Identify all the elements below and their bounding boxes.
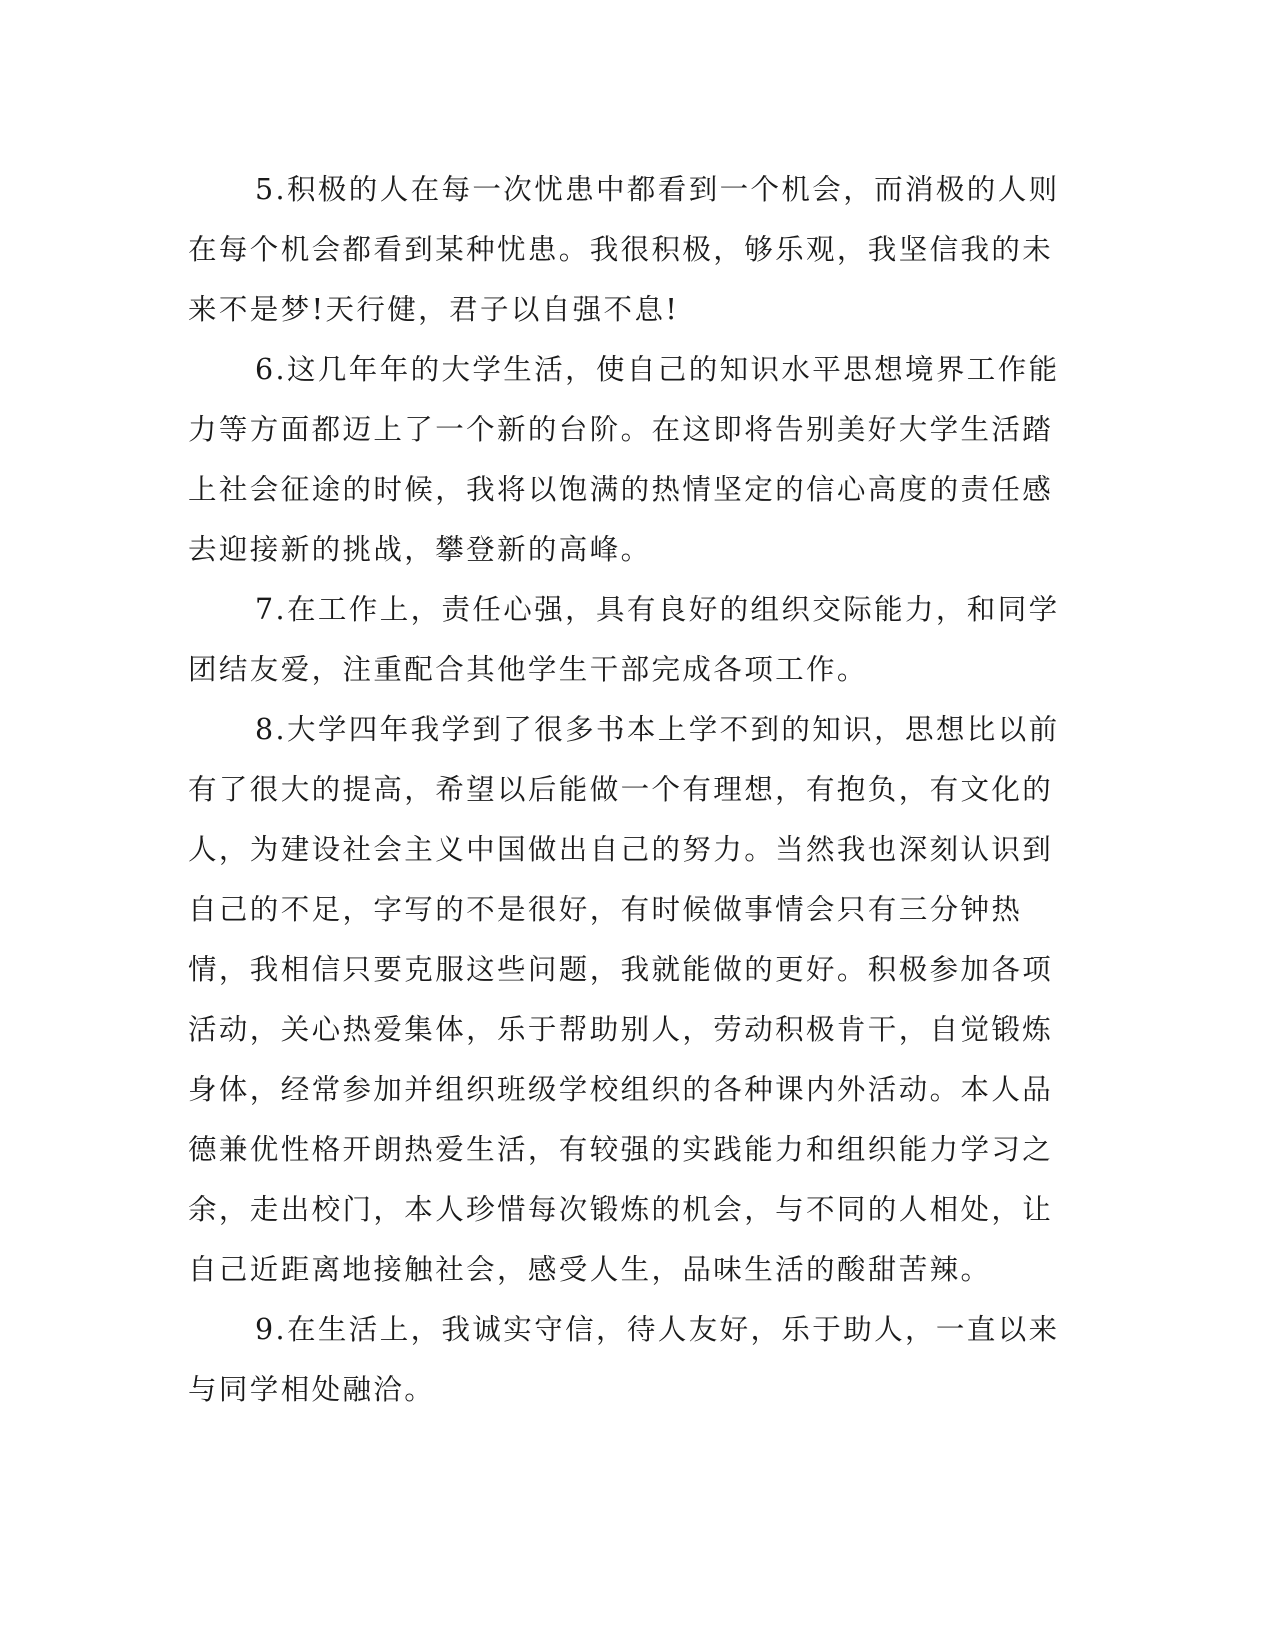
paragraph-6: 6.这几年年的大学生活，使自己的知识水平思想境界工作能力等方面都迈上了一个新的台阶。在这即将告别美好大学生活踏上社会征途的时候，我将以饱满的热情坚定的信心高度的责任感去迎接新的挑战，攀登新的高峰。 [188, 353, 1060, 566]
paragraph-5: 5.积极的人在每一次忧患中都看到一个机会，而消极的人则在每个机会都看到某种忧患。我很积极，够乐观，我坚信我的未来不是梦!天行健，君子以自强不息! [188, 173, 1060, 326]
paragraph-9: 9.在生活上，我诚实守信，待人友好，乐于助人，一直以来与同学相处融洽。 [188, 1313, 1060, 1406]
document-body [188, 160, 1068, 1420]
paragraph-8: 8.大学四年我学到了很多书本上学不到的知识，思想比以前有了很大的提高，希望以后能做一个有理想，有抱负，有文化的人，为建设社会主义中国做出自己的努力。当然我也深刻认识到自己的不足，字写的不是很好，有时候做事情会只有三分钟热情，我相信只要克服这些问题，我就能做的更好。积极参加各项活动，关心热爱集体，乐于帮助别人，劳动积极肯干，自觉锻炼身体，经常参加并组织班级学校组织的各种课内外活动。本人品德兼优性格开朗热爱生活，有较强的实践能力和组织能力学习之余，走出校门，本人珍惜每次锻炼的机会，与不同的人相处，让自己近距离地接触社会，感受人生，品味生活的酸甜苦辣。 [188, 713, 1060, 1286]
paragraph-7: 7.在工作上，责任心强，具有良好的组织交际能力，和同学团结友爱，注重配合其他学生干部完成各项工作。 [188, 593, 1060, 686]
